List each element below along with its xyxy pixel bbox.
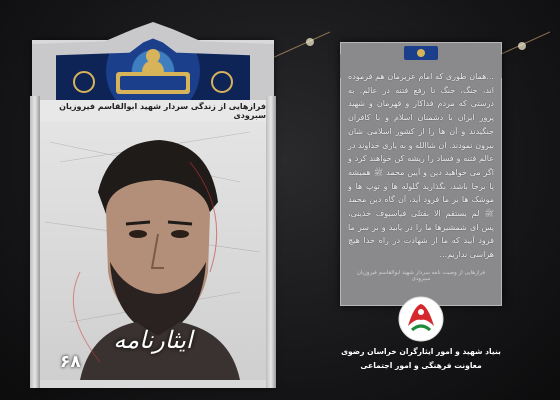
organization-name: بنیاد شهید و امور ایثارگران خراسان رضوی [341,347,501,356]
will-excerpt: ...همان طوری که امام عزیزمان هم فرموده اند، جنگ، جنگ تا رفع فتنه در عالم. به درستی که مردم فداکار و قهرمان و شهید پرور ایران با دشمنان اسلام و با کافران جنگیدند و آن ها را از کشور اسلامی شان بیرون نمودند. ان شاالله و به یاری خداوند در عالم فتنه و فساد را ریشه کن خواهند کرد و اگر می خواهید دین و آیین محمد ﷺ همیشه پا برجا باشد، بگذارید گلوله ها و توپ ها و موشک ها بر ما فرود آید، آن گاه دین محمد ﷺ لم یستقم الا بقتلی فیاسیوف خذینی، پس ای شمشیرها ما را در یابید و بر سر ما فرود آیید که ما از شهادت در راه خدا هیچ هراسی نداریم... [348,72,494,260]
portrait-caption: فرازهایی از زندگی سردار شهید ابوالقاسم فیروزیان سبرودی [40,100,266,123]
quote-source: فرازهایی از وصیت نامه سردار شهید ابوالقاسم فیروزیان سبرودی [356,270,486,282]
foundation-logo-icon [398,296,444,342]
organization-department: معاونت فرهنگی و امور اجتماعی [360,361,482,370]
arabesque-ornament-icon [56,36,250,100]
publication-title: ایثارنامه [113,326,193,354]
pillar-right [266,96,276,388]
issue-number: ۶۸ [60,352,81,372]
pillar-left [30,96,40,388]
